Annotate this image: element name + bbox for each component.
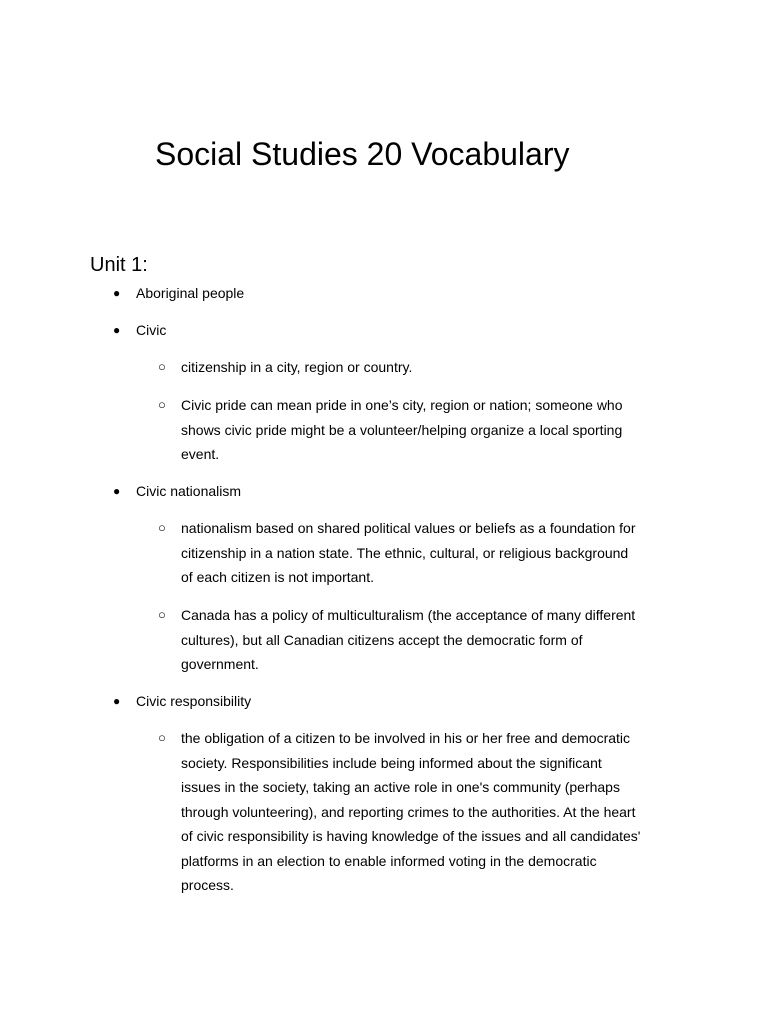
term-definition: the obligation of a citizen to be involved in his or her free and democratic society. Responsibilities include being informed about the significant issues in the society, taking an active role in one's community (perhaps through volunteering), and reporting crimes to the authorities. At the heart of civic responsibility is having knowledge of the issues and all candidates' platforms in an election to enable informed voting in the democratic process. — [181, 730, 641, 893]
term-label: Civic — [136, 322, 167, 338]
term-example: Canada has a policy of multiculturalism (the acceptance of many different cultures), but all Canadian citizens accept the democratic form of government. — [181, 607, 636, 672]
bullet-icon: ● — [113, 286, 121, 300]
unit-heading: Unit 1: — [90, 254, 148, 276]
term-definition: nationalism based on shared political values or beliefs as a foundation for citizenship in a nation state. The ethnic, cultural, or religious background of each citizen is not important. — [181, 520, 636, 585]
document-title: Social Studies 20 Vocabulary — [155, 136, 570, 172]
sub-bullet-icon: ○ — [158, 359, 166, 374]
sub-bullet-icon: ○ — [158, 397, 166, 412]
term-label: Civic responsibility — [136, 693, 252, 709]
sub-bullet-icon: ○ — [158, 730, 166, 745]
bullet-icon: ● — [113, 323, 121, 337]
term-definition: citizenship in a city, region or country. — [181, 359, 413, 375]
bullet-icon: ● — [113, 694, 121, 708]
bullet-icon: ● — [113, 484, 121, 498]
sub-bullet-icon: ○ — [158, 520, 166, 535]
term-example: Civic pride can mean pride in one’s city, region or nation; someone who shows civic pride might be a volunteer/helping organize a local sporting event. — [181, 397, 623, 462]
sub-bullet-icon: ○ — [158, 607, 166, 622]
term-label: Civic nationalism — [136, 483, 242, 499]
term-label: Aboriginal people — [136, 285, 245, 301]
